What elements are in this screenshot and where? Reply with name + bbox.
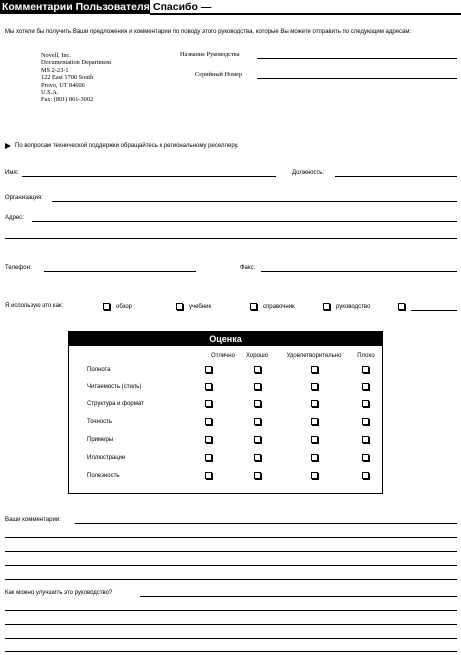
phone-label: Телефон:	[5, 265, 32, 271]
improve-label: Как можно улучшить это руководство?	[5, 590, 113, 596]
usage-other-field[interactable]	[411, 310, 457, 311]
organization-label: Организация:	[5, 195, 43, 201]
rating-row-label: Полезность	[87, 473, 120, 479]
improve-line[interactable]	[140, 596, 457, 597]
rating-checkbox-good[interactable]	[254, 400, 261, 407]
name-label: Имя:	[5, 170, 19, 176]
comments-line[interactable]	[5, 537, 457, 538]
usage-option-label: учебник	[189, 304, 212, 310]
rating-checkbox-good[interactable]	[254, 472, 261, 479]
rating-row-label: Примеры	[87, 437, 114, 443]
position-label: Должность:	[292, 170, 325, 176]
rating-checkbox-excellent[interactable]	[205, 436, 212, 443]
address-line: Fax: (801) 861-3002	[41, 96, 94, 104]
comments-line[interactable]	[5, 565, 457, 566]
rating-checkbox-satisfactory[interactable]	[311, 400, 318, 407]
usage-option-label: справочник	[263, 304, 295, 310]
address-line: Provo, UT 84606	[41, 81, 85, 89]
fax-field[interactable]	[261, 271, 457, 272]
phone-field[interactable]	[44, 271, 196, 272]
address-label: Адрес:	[5, 215, 24, 221]
rating-checkbox-good[interactable]	[254, 418, 261, 425]
rating-row-label: Полнота	[87, 367, 111, 373]
usage-checkbox-overview[interactable]	[103, 303, 110, 310]
rating-row-label: Читаемость (стиль)	[87, 384, 142, 390]
address-line: Novell, Inc.	[41, 52, 71, 59]
address-line: MS 2-23-1	[41, 66, 69, 74]
position-field[interactable]	[335, 176, 457, 177]
rating-checkbox-excellent[interactable]	[205, 400, 212, 407]
address-field[interactable]	[32, 221, 457, 222]
usage-label: Я использую это как:	[5, 303, 64, 309]
intro-text: Мы хотели бы получить Ваши предложения и комментарии по поводу этого руководства, которые Вы можете отправить по следующим адресам:	[5, 29, 412, 35]
rating-checkbox-satisfactory[interactable]	[311, 472, 318, 479]
improve-line[interactable]	[5, 638, 457, 639]
manual-title-label: Название Руководства	[180, 51, 240, 58]
rating-row-label: Иллюстрации	[87, 455, 126, 461]
improve-line[interactable]	[5, 624, 457, 625]
usage-checkbox-other[interactable]	[398, 303, 405, 310]
rating-checkbox-excellent[interactable]	[205, 472, 212, 479]
rating-column-header: Отлично	[211, 353, 235, 359]
rating-column-header: Плохо	[357, 353, 375, 359]
rating-row-label: Структура и формат	[87, 401, 144, 407]
comments-line[interactable]	[5, 579, 457, 580]
rating-checkbox-poor[interactable]	[362, 418, 369, 425]
rating-column-header: Удовлетворительно	[286, 353, 342, 359]
comments-line[interactable]	[5, 551, 457, 552]
rating-checkbox-poor[interactable]	[362, 383, 369, 390]
rating-checkbox-poor[interactable]	[362, 400, 369, 407]
usage-checkbox-reference[interactable]	[250, 303, 257, 310]
rating-checkbox-satisfactory[interactable]	[311, 366, 318, 373]
rating-checkbox-satisfactory[interactable]	[311, 454, 318, 461]
rating-checkbox-good[interactable]	[254, 454, 261, 461]
rating-checkbox-satisfactory[interactable]	[311, 418, 318, 425]
usage-option-label: обзор	[116, 304, 132, 310]
rating-column-header: Хорошо	[245, 353, 269, 359]
mailing-address	[41, 52, 111, 104]
comments-line[interactable]	[75, 523, 457, 524]
manual-title-field[interactable]	[257, 58, 457, 59]
usage-checkbox-guide[interactable]	[323, 303, 330, 310]
serial-number-label: Серийный Номер	[195, 71, 243, 78]
rating-checkbox-good[interactable]	[254, 436, 261, 443]
rating-checkbox-good[interactable]	[254, 366, 261, 373]
support-note: По вопросам технической поддержки обращайтесь к региональному реселлеру.	[15, 143, 239, 149]
rating-checkbox-excellent[interactable]	[205, 366, 212, 373]
usage-option-label: руководство	[336, 304, 371, 310]
rating-checkbox-satisfactory[interactable]	[311, 383, 318, 390]
rating-row-label: Точность	[87, 419, 113, 425]
form-title: Комментарии Пользователя	[2, 1, 150, 13]
rating-checkbox-good[interactable]	[254, 383, 261, 390]
address-line: Documentation Department	[41, 59, 112, 67]
address-line: 122 East 1700 South	[41, 74, 94, 82]
organization-field[interactable]	[52, 201, 457, 202]
improve-line[interactable]	[5, 651, 457, 652]
rating-checkbox-poor[interactable]	[362, 366, 369, 373]
usage-checkbox-tutorial[interactable]	[176, 303, 183, 310]
serial-number-field[interactable]	[257, 78, 457, 79]
address-line: U.S.A.	[41, 89, 59, 97]
rating-checkbox-poor[interactable]	[362, 436, 369, 443]
comments-label: Ваши комментарии:	[5, 517, 61, 523]
arrow-right-icon	[5, 143, 11, 149]
rating-checkbox-satisfactory[interactable]	[311, 436, 318, 443]
address-field-line2[interactable]	[5, 238, 457, 239]
fax-label: Факс:	[240, 265, 256, 271]
rating-checkbox-excellent[interactable]	[205, 383, 212, 390]
rating-checkbox-excellent[interactable]	[205, 454, 212, 461]
rating-title: Оценка	[69, 332, 382, 346]
rating-checkbox-poor[interactable]	[362, 454, 369, 461]
rating-checkbox-poor[interactable]	[362, 472, 369, 479]
thanks-text: Спасибо —	[153, 1, 212, 13]
improve-line[interactable]	[5, 610, 457, 611]
name-field[interactable]	[22, 176, 276, 177]
rating-checkbox-excellent[interactable]	[205, 418, 212, 425]
